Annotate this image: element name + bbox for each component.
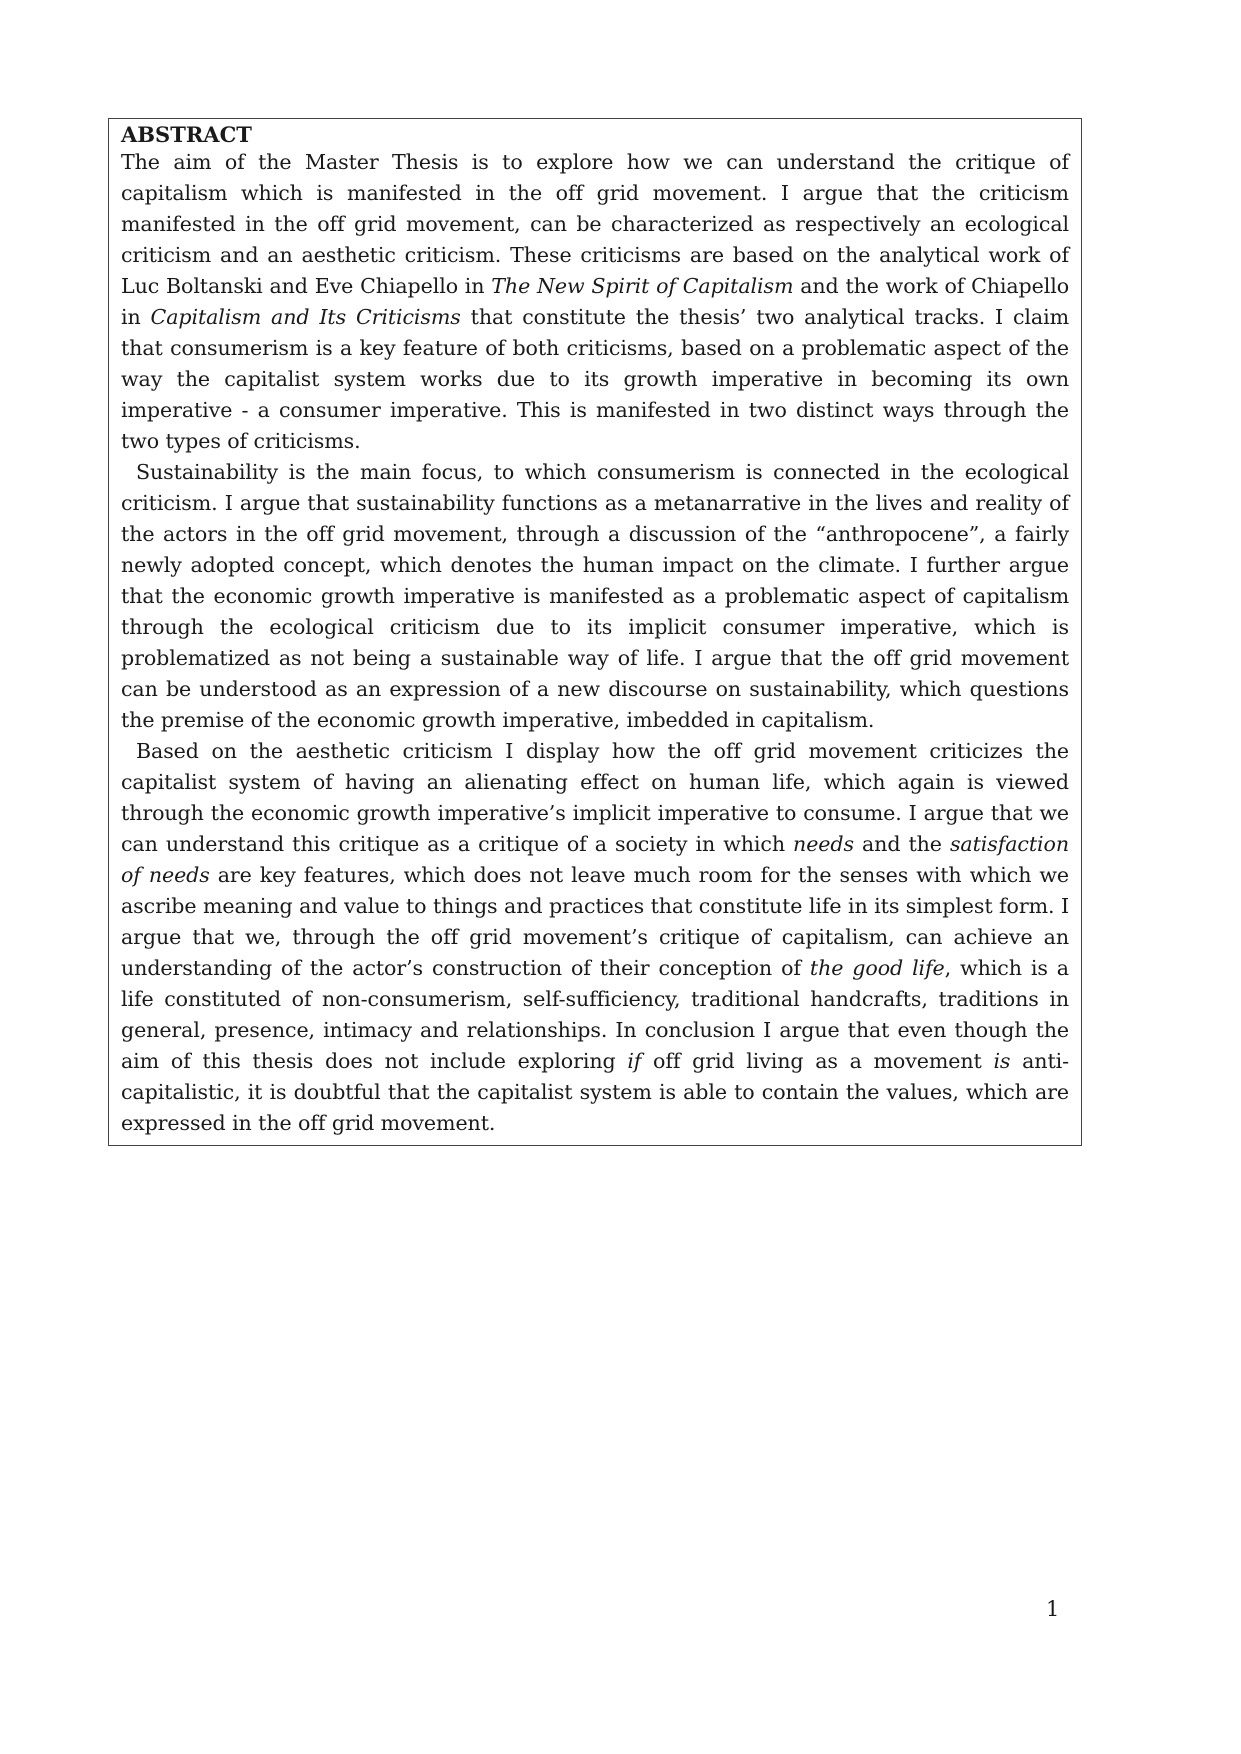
text-span: anti-capitalistic, it is doubtful that the capitalist system is able to contain the values, which are expressed in the off grid movement. xyxy=(121,1049,1069,1135)
book-title: Capitalism and Its Criticisms xyxy=(150,305,461,329)
text-span: Based on the aesthetic criticism I display how the off grid movement criticizes the capitalist system of having an alienating effect on human life, which again is viewed through the economic growth imperative’s implicit imperative to consume. I argue that we can understand this critique as a critique of a society in which xyxy=(121,739,1069,856)
abstract-heading: ABSTRACT xyxy=(121,122,252,147)
text-span: off grid living as a movement xyxy=(641,1049,994,1073)
emphasis: needs xyxy=(793,832,854,856)
page-number: 1 xyxy=(1046,1597,1060,1621)
emphasis: if xyxy=(627,1049,642,1073)
abstract-paragraph-1 xyxy=(121,147,1069,457)
text-span: are key features, which does not leave much room for the senses with which we ascribe meaning and value to things and practices that constitute life in its simplest form. I argue that we, through the off grid movement’s critique of capitalism, can achieve an understanding of the actor’s construction of their conception of xyxy=(121,863,1070,980)
emphasis: the good life xyxy=(809,956,945,980)
text-span: and the xyxy=(853,832,950,856)
text-span: The aim of the Master Thesis is to explore how we can understand the critique of capitalism which is manifested in the off grid movement. I argue that the criticism manifested in the off grid movement, can be characterized as respectively an ecological criticism and an aesthetic criticism. These criticisms are based on the analytical work of Luc Boltanski and Eve Chiapello in xyxy=(121,150,1069,298)
abstract-box xyxy=(108,118,1082,1146)
text-span: and the work of Chiapello in xyxy=(121,274,1070,329)
text-span: that constitute the thesis’ two analytical tracks. I claim that consumerism is a key feature of both criticisms, based on a problematic aspect of the way the capitalist system works due to its growth imperative in becoming its own imperative - a consumer imperative. This is manifested in two distinct ways through the two types of criticisms. xyxy=(121,305,1069,453)
abstract-paragraph-2: Sustainability is the main focus, to which consumerism is connected in the ecological criticism. I argue that sustainability functions as a metanarrative in the lives and reality of the actors in the off grid movement, through a discussion of the “anthropocene”, a fairly newly adopted concept, which denotes the human impact on the climate. I further argue that the economic growth imperative is manifested as a problematic aspect of capitalism through the ecological criticism due to its implicit consumer imperative, which is problematized as not being a sustainable way of life. I argue that the off grid movement can be understood as an expression of a new discourse on sustainability, which questions the premise of the economic growth imperative, imbedded in capitalism. xyxy=(121,460,1069,732)
emphasis: is xyxy=(993,1049,1011,1073)
text-span: , which is a life constituted of non-consumerism, self-sufficiency, traditional handcrafts, traditions in general, presence, intimacy and relationships. In conclusion I argue that even though the aim of this thesis does not include exploring xyxy=(121,956,1069,1073)
book-title: The New Spirit of Capitalism xyxy=(491,274,794,298)
emphasis: satisfaction of needs xyxy=(121,832,1069,887)
abstract-paragraph-3 xyxy=(121,736,1069,1139)
